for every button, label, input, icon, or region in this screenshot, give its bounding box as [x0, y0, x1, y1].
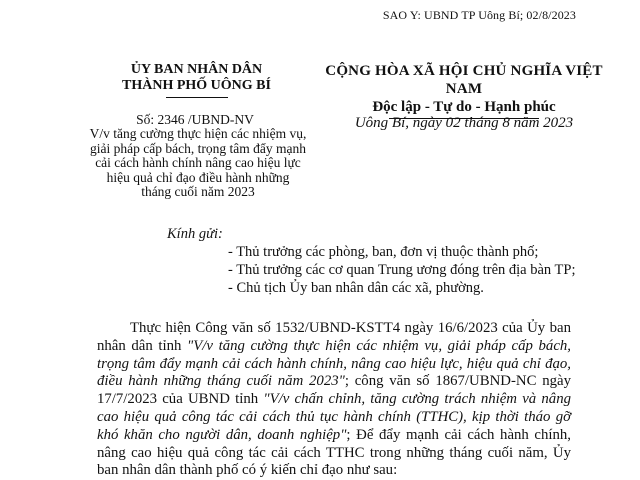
subject-line: cải cách hành chính nâng cao hiệu lực: [95, 155, 301, 170]
recipient-item: - Thủ trưởng các phòng, ban, đơn vị thuộc thành phố;: [228, 244, 539, 260]
national-motto: Độc lập - Tự do - Hạnh phúc: [372, 99, 556, 115]
recipient-item: - Thủ trưởng các cơ quan Trung ương đóng trên địa bàn TP;: [228, 262, 576, 278]
body-reference-1: "V/v tăng cường thực hiện các nhiệm vụ, giải pháp cấp bách, trọng tâm đẩy mạnh cải cách hành chính, nâng cao hiệu lực, hiệu quả chỉ đạo, điều hành những tháng cuối năm 2023": [97, 337, 571, 390]
document-subject: [57, 127, 339, 200]
document-body: [97, 320, 571, 480]
issuer-line-1: ỦY BAN NHÂN DÂN: [130, 62, 263, 77]
document-number: Số: 2346 /UBND-NV: [136, 112, 254, 127]
recipient-list: [228, 243, 575, 297]
recipient-item: - Chủ tịch Ủy ban nhân dân các xã, phường.: [228, 280, 484, 296]
body-text-intro: Thực hiện Công văn số 1532/UBND-KSTT4 ngày 16/6/2023 của Ủy ban nhân dân tỉnh: [97, 320, 571, 354]
copy-certification-note: SAO Y: UBND TP Uông Bí; 02/8/2023: [382, 8, 576, 22]
body-text-end: ; Để đẩy mạnh cải cách hành chính, nâng cao hiệu quả công tác cải cách TTHC trong những tháng cuối năm, Ủy ban nhân dân thành phố có ý kiến chỉ đạo như sau:: [97, 426, 571, 479]
national-motto-header: [318, 62, 610, 119]
body-reference-2: "V/v chấn chỉnh, tăng cường trách nhiệm và nâng cao hiệu quả công tác cải cách thủ tục hành chính (TTHC), kịp thời tháo gỡ khó khăn cho người dân, doanh nghiệp": [97, 391, 571, 443]
subject-line: tháng cuối năm 2023: [141, 184, 255, 199]
subject-line: giải pháp cấp bách, trọng tâm đẩy mạnh: [90, 140, 306, 156]
subject-line: V/v tăng cường thực hiện các nhiệm vụ,: [89, 126, 307, 141]
body-text-middle: ; công văn số 1867/UBND-NC ngày 17/7/2023 của UBND tỉnh: [97, 373, 571, 408]
body-paragraph: [97, 320, 571, 480]
country-name: CỘNG HÒA XÃ HỘI CHỦ NGHĨA VIỆT NAM: [325, 63, 603, 97]
place-and-date: Uông Bí, ngày 02 tháng 8 năm 2023: [354, 115, 574, 131]
salutation: Kính gửi:: [167, 226, 223, 242]
issuing-authority-header: [104, 62, 289, 98]
issuer-line-2: THÀNH PHỐ UÔNG BÍ: [122, 78, 271, 93]
subject-line: hiệu quả chỉ đạo điều hành những: [106, 169, 290, 185]
issuer-underline: [166, 97, 228, 98]
